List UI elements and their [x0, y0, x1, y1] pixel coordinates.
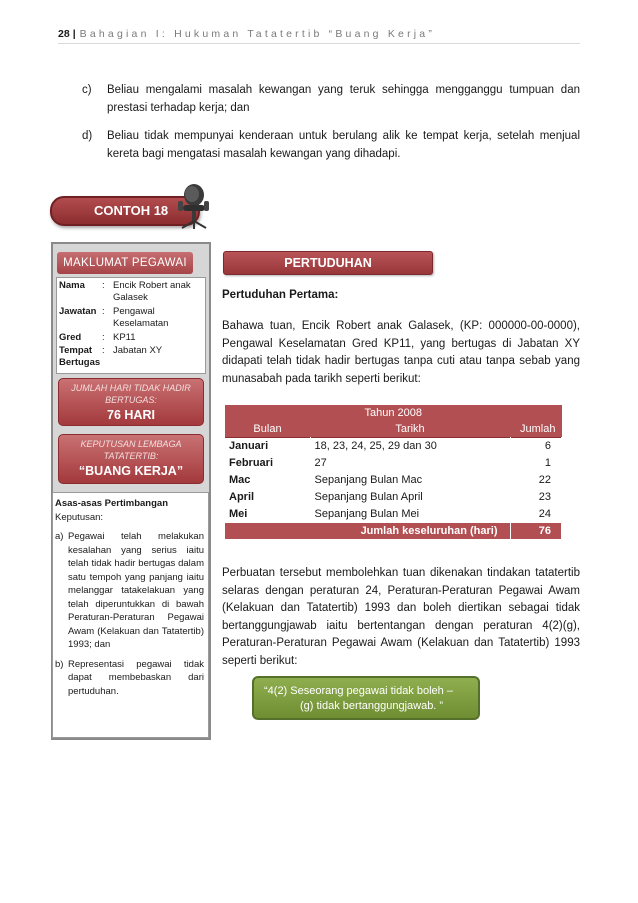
page-number: 28	[58, 28, 70, 40]
count-cell: 1	[510, 454, 562, 471]
field-value: KP11	[113, 332, 136, 343]
employee-info-box	[56, 277, 206, 374]
absence-days-box	[58, 378, 204, 426]
header-divider	[58, 43, 580, 44]
consequence-paragraph: Perbuatan tersebut membolehkan tuan dikenakan tindakan tatatertib selaras dengan peraturan 24, Peraturan-Peraturan Pegawai Awam (Kelakuan dan Tatatertib) 1993 dan boleh diertikan sebagai tidak bertanggungjawab iaitu bertentangan dengan peraturan 4(2)(g), Peraturan-Peraturan Pegawai Awam (Kelakuan dan Tatatertib) 1993 seperti berikut:	[222, 567, 580, 667]
intro-item-c	[82, 81, 580, 117]
field-value: Encik Robert anak Galasek	[113, 280, 191, 303]
total-label: Jumlah keseluruhan (hari)	[225, 522, 510, 539]
count-cell: 6	[510, 437, 562, 454]
sidebar-heading: MAKLUMAT PEGAWAI	[57, 252, 193, 274]
consideration-text: Pegawai telah melakukan kesalahan yang serius iaitu telah tidak hadir bertugas dalam satu tempoh yang panjang iaitu melanggar tatakelakuan yang telah diperuntukkan di bawah Peraturan-Peraturan Pegawai Awam (Kelakuan dan Tatatertib) 1993; dan	[68, 531, 204, 650]
quote-line-1: “4(2) Seseorang pegawai tidak boleh –	[264, 685, 453, 697]
intro-item-text: Beliau tidak mempunyai kenderaan untuk berulang alik ke tempat kerja, setelah menjual kereta bagi mengatasi masalah kewangan yang dihadapi.	[107, 130, 580, 160]
consideration-item	[55, 658, 204, 699]
table-row	[225, 437, 562, 454]
dates-cell: Sepanjang Bulan Mei	[310, 505, 510, 522]
count-cell: 23	[510, 488, 562, 505]
table-row	[225, 488, 562, 505]
column-header: Jumlah	[510, 421, 562, 437]
field-colon: :	[102, 280, 105, 291]
absence-days-label: JUMLAH HARI TIDAK HADIR BERTUGAS:	[71, 383, 191, 405]
decision-box	[58, 434, 204, 484]
field-key: Tempat Bertugas	[59, 345, 101, 368]
field-key: Jawatan	[59, 306, 97, 317]
dates-cell: Sepanjang Bulan April	[310, 488, 510, 505]
month-cell: April	[225, 488, 310, 505]
header-title: Bahagian I: Hukuman Tatatertib “Buang Kerja”	[79, 28, 436, 40]
consideration-label: b)	[55, 658, 64, 670]
table-row	[225, 505, 562, 522]
considerations-title: Asas-asas Pertimbangan	[55, 498, 168, 509]
dates-cell: Sepanjang Bulan Mac	[310, 471, 510, 488]
field-key: Gred	[59, 332, 82, 343]
consideration-item	[55, 530, 204, 652]
month-cell: Februari	[225, 454, 310, 471]
column-header: Tarikh	[310, 421, 510, 437]
month-cell: Mac	[225, 471, 310, 488]
considerations-title-suffix: Keputusan:	[55, 511, 104, 523]
table-year-row	[225, 405, 562, 421]
table-total-row	[225, 522, 562, 539]
count-cell: 24	[510, 505, 562, 522]
charge-subtitle: Pertuduhan Pertama:	[222, 289, 339, 301]
total-value: 76	[510, 522, 562, 539]
table-row	[225, 471, 562, 488]
header-separator: |	[72, 28, 76, 40]
intro-item-label: c)	[82, 84, 92, 96]
office-chair-icon	[172, 183, 212, 231]
page-header	[58, 28, 580, 40]
table-year-header: Tahun 2008	[225, 405, 562, 421]
month-cell: Januari	[225, 437, 310, 454]
field-colon: :	[102, 332, 105, 343]
consideration-text: Representasi pegawai tidak dapat membebaskan dari pertuduhan.	[68, 658, 204, 697]
consideration-label: a)	[55, 531, 64, 542]
table-row	[225, 454, 562, 471]
decision-value: “BUANG KERJA”	[78, 464, 184, 478]
dates-cell: 18, 23, 24, 25, 29 dan 30	[310, 437, 510, 454]
intro-item-text: Beliau mengalami masalah kewangan yang teruk sehingga mengganggu tumpuan dan prestasi terhadap kerja; dan	[107, 84, 580, 114]
column-header: Bulan	[225, 421, 310, 437]
regulation-quote-box	[252, 676, 480, 720]
intro-item-label: d)	[82, 130, 93, 142]
absence-days-value: 76 HARI	[107, 408, 155, 422]
field-value: Jabatan XY	[113, 345, 163, 356]
field-colon: :	[102, 306, 105, 317]
count-cell: 22	[510, 471, 562, 488]
field-value: Pengawal Keselamatan	[113, 306, 169, 329]
field-key: Nama	[59, 280, 85, 291]
dates-cell: 27	[310, 454, 510, 471]
quote-line-2: (g) tidak bertanggungjawab. ”	[300, 700, 444, 712]
charge-paragraph: Bahawa tuan, Encik Robert anak Galasek, (KP: 000000-00-0000), Pengawal Keselamatan Gred KP11, yang bertugas di Jabatan XY didapati telah tidak hadir bertugas tanpa cuti atau tanpa sebab yang munasabah pada tarikh seperti berikut:	[222, 320, 580, 385]
considerations-box	[52, 492, 209, 738]
absence-table	[225, 405, 562, 540]
field-colon: :	[102, 345, 105, 356]
decision-label: KEPUTUSAN LEMBAGA TATATERTIB:	[80, 439, 182, 461]
example-badge-label: CONTOH 18	[94, 203, 169, 218]
intro-item-d	[82, 127, 580, 163]
charge-heading: PERTUDUHAN	[223, 251, 433, 275]
month-cell: Mei	[225, 505, 310, 522]
table-header-row	[225, 421, 562, 437]
